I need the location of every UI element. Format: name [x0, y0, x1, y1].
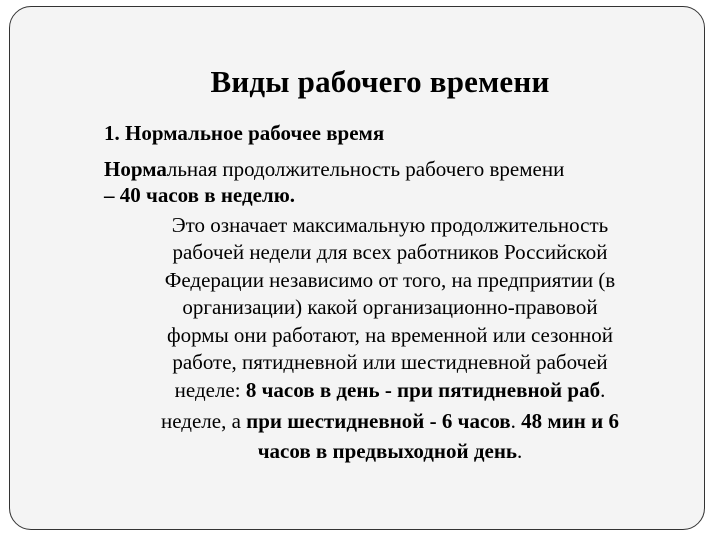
slide-title: Виды рабочего времени — [210, 64, 550, 99]
body-line-7 — [90, 378, 690, 403]
line8-bold2: 48 мин и 6 — [521, 409, 619, 433]
line9-end: . — [517, 439, 523, 463]
body-line-9 — [90, 439, 690, 464]
body-line-8 — [90, 409, 690, 434]
body-line-2: рабочей недели для всех работников Российской — [172, 240, 608, 264]
body-line-3: Федерации независимо от того, на предприятии (в — [164, 268, 616, 292]
line7-end: . — [600, 378, 606, 402]
line9-bold: часов в предвыходной день — [257, 439, 518, 463]
body-line-4: организации) какой организационно-правовой — [182, 295, 598, 319]
intro-rest: льная продолжительность рабочего времени — [166, 157, 565, 181]
intro-line-1 — [104, 157, 564, 182]
intro-line-2: – 40 часов в неделю. — [104, 183, 295, 207]
section-heading: 1. Нормальное рабочее время — [104, 121, 385, 145]
body-line-1: Это означает максимальную продолжительность — [171, 213, 609, 237]
intro-bold: Норма — [104, 157, 167, 181]
line7-plain: неделе: — [174, 378, 246, 402]
line8-sep: . — [510, 409, 522, 433]
body-line-5: формы они работают, на временной или сезонной — [166, 323, 614, 347]
line8-plain: неделе, а — [160, 409, 247, 433]
body-line-6: работе, пятидневной или шестидневной рабочей — [172, 350, 608, 374]
line8-bold: при шестидневной - 6 часов — [246, 409, 511, 433]
line7-bold: 8 часов в день - при пятидневной раб — [245, 378, 601, 402]
